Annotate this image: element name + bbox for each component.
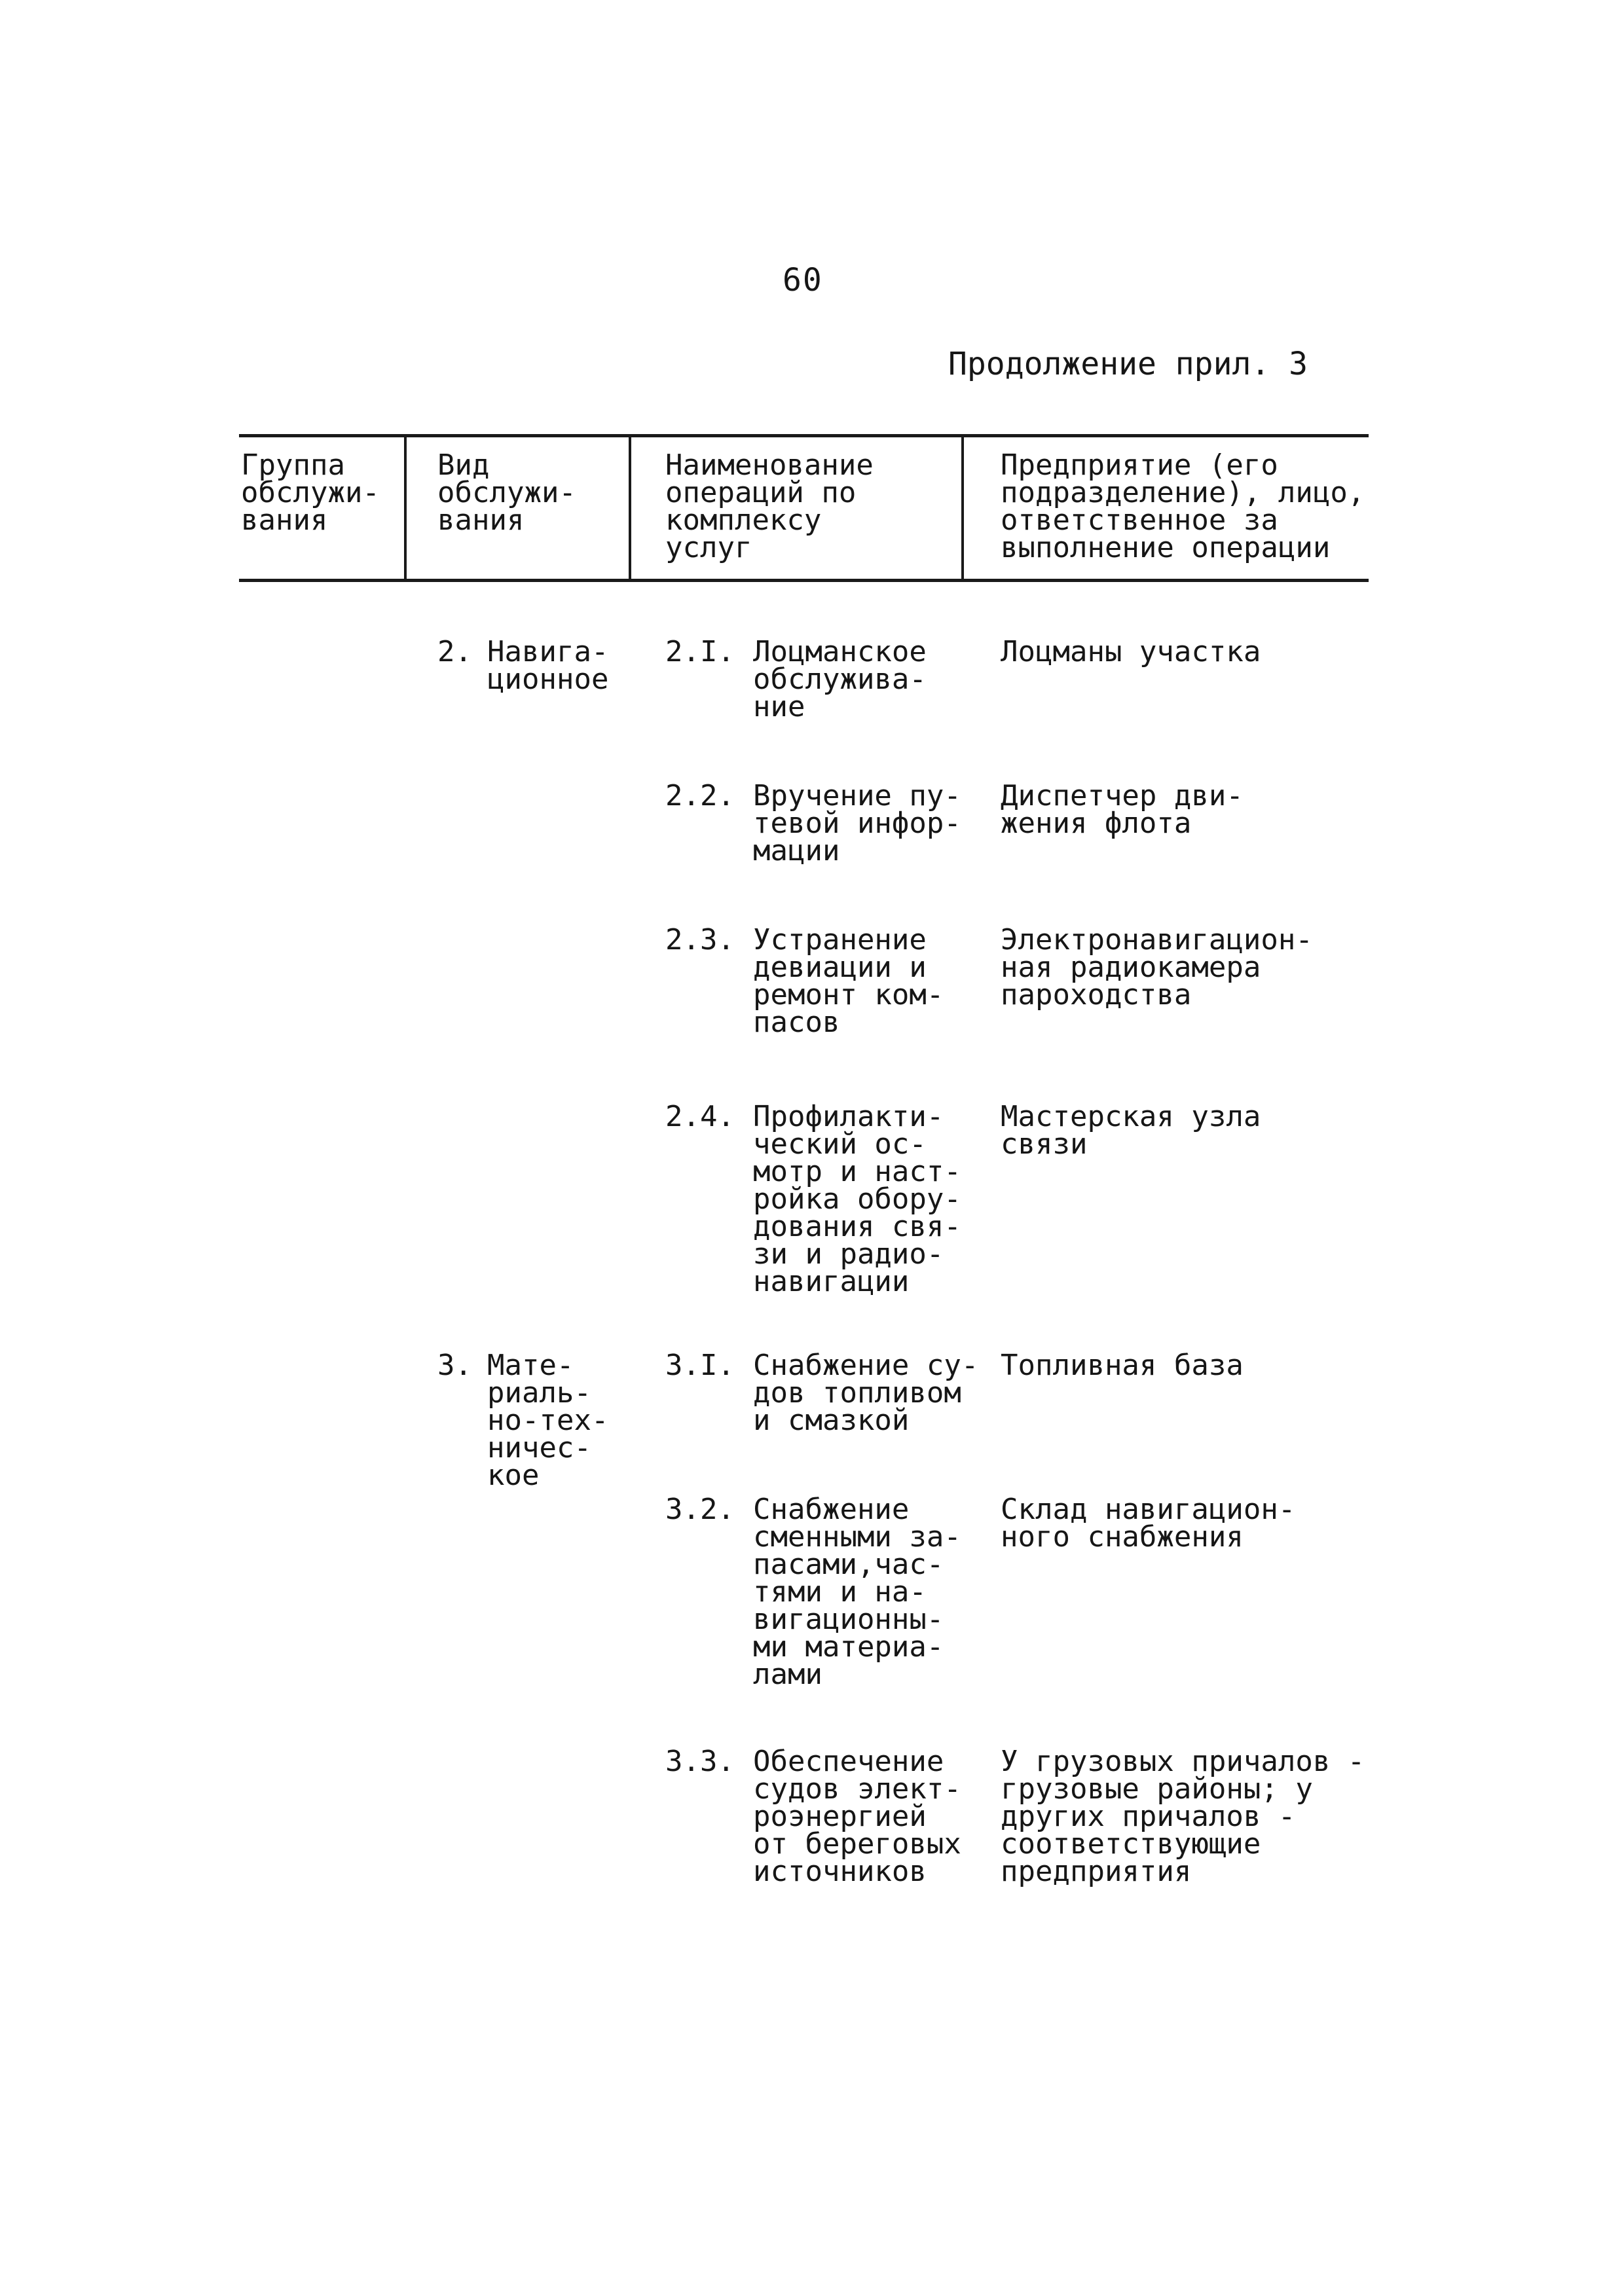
row-3-1-code: 3.I.: [665, 1349, 735, 1382]
row-2-3-code: 2.3.: [665, 923, 735, 957]
row-3-3-code: 3.3.: [665, 1745, 735, 1778]
header-divider-1: [404, 436, 407, 580]
row-2-4-responsible: Мастерская узла связи: [1001, 1100, 1261, 1161]
page-number: 60: [783, 262, 823, 299]
header-divider-3: [961, 436, 964, 580]
table-top-rule: [239, 434, 1369, 437]
header-group: Группа обслужи- вания: [241, 448, 380, 537]
row-3-3-responsible: У грузовых причалов - грузовые районы; у других причалов - соответствующие предприятия: [1001, 1745, 1365, 1888]
row-2-1-code: 2.I.: [665, 635, 735, 668]
row-2-4-code: 2.4.: [665, 1100, 735, 1133]
row-3-2-responsible: Склад навигацион- ного снабжения: [1001, 1493, 1296, 1554]
row-3-3-operation: Обеспечение судов элект- роэнергией от береговых источников: [753, 1745, 961, 1888]
header-divider-2: [629, 436, 631, 580]
row-3-2-code: 3.2.: [665, 1493, 735, 1526]
group-3-kind: Мате- риаль- но-тех- ничес- кое: [487, 1349, 609, 1492]
row-3-2-operation: Снабжение сменными за- пасами,час- тями и на- вигационны- ми материа- лами: [753, 1493, 961, 1691]
group-3-number: 3.: [437, 1349, 472, 1382]
row-2-2-responsible: Диспетчер дви- жения флота: [1001, 779, 1244, 840]
group-2-kind: Навига- ционное: [487, 635, 609, 696]
row-2-1-operation: Лоцманское обслужива- ние: [753, 635, 927, 723]
header-operation: Наименование операций по комплексу услуг: [665, 448, 874, 564]
row-3-1-responsible: Топливная база: [1001, 1349, 1244, 1382]
header-kind: Вид обслужи- вания: [437, 448, 576, 537]
row-2-4-operation: Профилакти- ческий ос- мотр и наст- ройка обору- дования свя- зи и радио- навигации: [753, 1100, 961, 1298]
header-responsible: Предприятие (его подразделение), лицо, ответственное за выполнение операции: [1001, 448, 1365, 564]
group-2-number: 2.: [437, 635, 472, 668]
row-2-3-responsible: Электронавигацион- ная радиокамера пароходства: [1001, 923, 1313, 1011]
table-header-bottom-rule: [239, 579, 1369, 582]
row-2-2-code: 2.2.: [665, 779, 735, 812]
row-3-1-operation: Снабжение су- дов топливом и смазкой: [753, 1349, 979, 1437]
continuation-note: Продолжение прил. 3: [948, 346, 1308, 382]
row-2-3-operation: Устранение девиации и ремонт ком- пасов: [753, 923, 944, 1039]
row-2-1-responsible: Лоцманы участка: [1001, 635, 1261, 668]
row-2-2-operation: Вручение пу- тевой инфор- мации: [753, 779, 961, 867]
